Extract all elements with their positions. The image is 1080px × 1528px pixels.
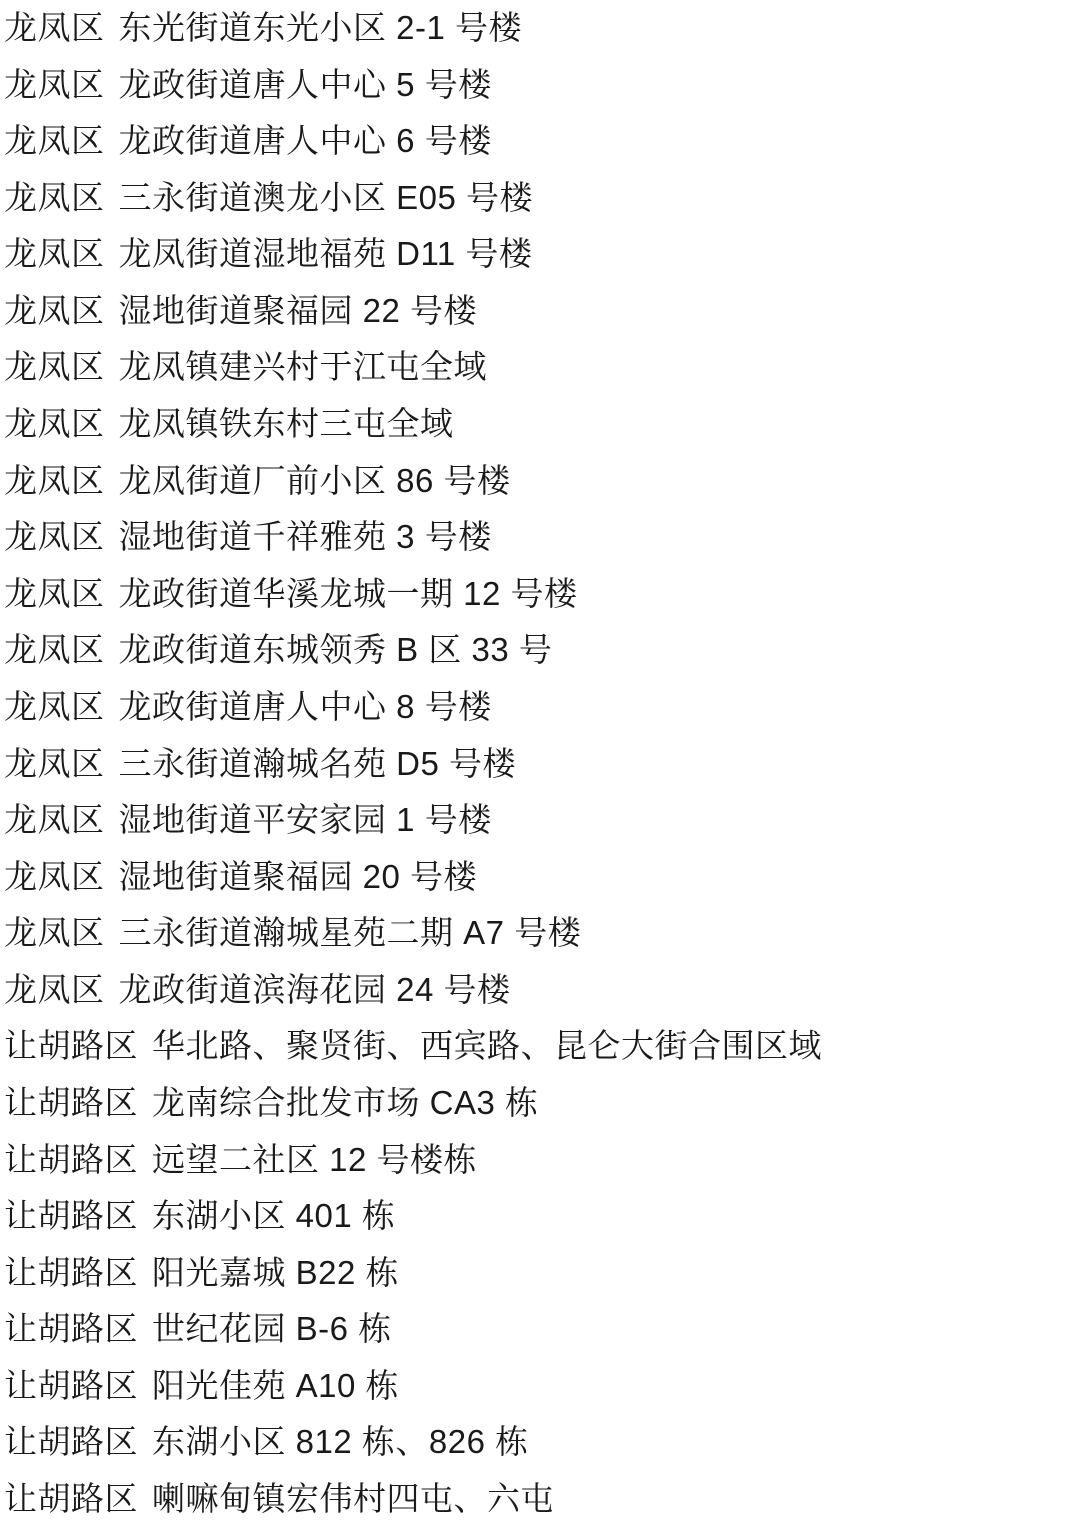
- district-label: 让胡路区: [4, 1480, 138, 1518]
- address-label: 阳光佳苑 A10 栋: [152, 1366, 400, 1404]
- district-label: 龙凤区: [4, 348, 105, 386]
- district-label: 龙凤区: [4, 518, 105, 556]
- list-item: [4, 509, 1080, 566]
- list-item: [4, 1471, 1080, 1528]
- district-label: 龙凤区: [4, 631, 105, 669]
- list-item: [4, 849, 1080, 906]
- district-label: 龙凤区: [4, 178, 105, 216]
- district-label: 让胡路区: [4, 1253, 138, 1291]
- list-item: [4, 1075, 1080, 1132]
- address-label: 龙凤镇铁东村三屯全域: [118, 405, 454, 443]
- list-item: [4, 679, 1080, 736]
- list-item: [4, 1188, 1080, 1245]
- district-label: 龙凤区: [4, 235, 105, 273]
- district-label: 龙凤区: [4, 461, 105, 499]
- list-item: [4, 566, 1080, 623]
- district-label: 龙凤区: [4, 744, 105, 782]
- district-label: 龙凤区: [4, 122, 105, 160]
- list-item: [4, 736, 1080, 793]
- list-item: [4, 1301, 1080, 1358]
- address-label: 龙政街道滨海花园 24 号楼: [118, 970, 511, 1008]
- list-item: [4, 1358, 1080, 1415]
- address-label: 龙政街道唐人中心 8 号楼: [118, 687, 492, 725]
- list-item: [4, 113, 1080, 170]
- district-label: 龙凤区: [4, 970, 105, 1008]
- address-label: 远望二社区 12 号楼栋: [152, 1140, 478, 1178]
- list-item: [4, 453, 1080, 510]
- list-item: [4, 339, 1080, 396]
- list-item: [4, 1018, 1080, 1075]
- address-label: 龙凤街道厂前小区 86 号楼: [118, 461, 511, 499]
- address-label: 三永街道澳龙小区 E05 号楼: [118, 178, 534, 216]
- district-label: 龙凤区: [4, 65, 105, 103]
- list-item: [4, 1132, 1080, 1189]
- address-label: 湿地街道聚福园 20 号楼: [118, 857, 478, 895]
- district-label: 龙凤区: [4, 857, 105, 895]
- district-label: 让胡路区: [4, 1027, 138, 1065]
- district-label: 让胡路区: [4, 1423, 138, 1461]
- list-item: [4, 170, 1080, 227]
- address-label: 龙政街道唐人中心 5 号楼: [118, 65, 492, 103]
- address-label: 东湖小区 401 栋: [152, 1197, 396, 1235]
- district-label: 龙凤区: [4, 9, 105, 46]
- list-item: [4, 396, 1080, 453]
- address-label: 龙政街道东城领秀 B 区 33 号: [118, 631, 553, 669]
- list-item: [4, 1245, 1080, 1302]
- district-label: 让胡路区: [4, 1366, 138, 1404]
- district-label: 让胡路区: [4, 1310, 138, 1348]
- address-label: 东湖小区 812 栋、826 栋: [152, 1423, 529, 1461]
- address-label: 湿地街道千祥雅苑 3 号楼: [118, 518, 492, 556]
- list-item: [4, 792, 1080, 849]
- address-label: 三永街道瀚城名苑 D5 号楼: [118, 744, 517, 782]
- district-label: 龙凤区: [4, 405, 105, 443]
- list-item: [4, 226, 1080, 283]
- address-label: 东光街道东光小区 2-1 号楼: [118, 9, 523, 46]
- district-label: 让胡路区: [4, 1140, 138, 1178]
- list-item: [4, 962, 1080, 1019]
- address-label: 龙凤镇建兴村于江屯全域: [118, 348, 487, 386]
- list-item: [4, 57, 1080, 114]
- district-label: 龙凤区: [4, 914, 105, 952]
- district-label: 龙凤区: [4, 801, 105, 839]
- address-label: 湿地街道聚福园 22 号楼: [118, 291, 478, 329]
- address-label: 龙南综合批发市场 CA3 栋: [152, 1083, 539, 1121]
- list-item: [4, 0, 1080, 57]
- address-label: 龙政街道唐人中心 6 号楼: [118, 122, 492, 160]
- address-label: 湿地街道平安家园 1 号楼: [118, 801, 492, 839]
- district-label: 龙凤区: [4, 291, 105, 329]
- address-label: 三永街道瀚城星苑二期 A7 号楼: [118, 914, 582, 952]
- list-item: [4, 905, 1080, 962]
- district-label: 龙凤区: [4, 574, 105, 612]
- address-label: 龙凤街道湿地福苑 D11 号楼: [118, 235, 533, 273]
- district-label: 让胡路区: [4, 1083, 138, 1121]
- address-label: 龙政街道华溪龙城一期 12 号楼: [118, 574, 578, 612]
- list-item: [4, 1414, 1080, 1471]
- address-label: 阳光嘉城 B22 栋: [152, 1253, 400, 1291]
- list-item: [4, 283, 1080, 340]
- address-label: 喇嘛甸镇宏伟村四屯、六屯: [152, 1480, 554, 1518]
- address-label: 华北路、聚贤街、西宾路、昆仑大街合围区域: [152, 1027, 822, 1065]
- district-label: 龙凤区: [4, 687, 105, 725]
- list-item: [4, 622, 1080, 679]
- address-label: 世纪花园 B-6 栋: [152, 1310, 392, 1348]
- district-label: 让胡路区: [4, 1197, 138, 1235]
